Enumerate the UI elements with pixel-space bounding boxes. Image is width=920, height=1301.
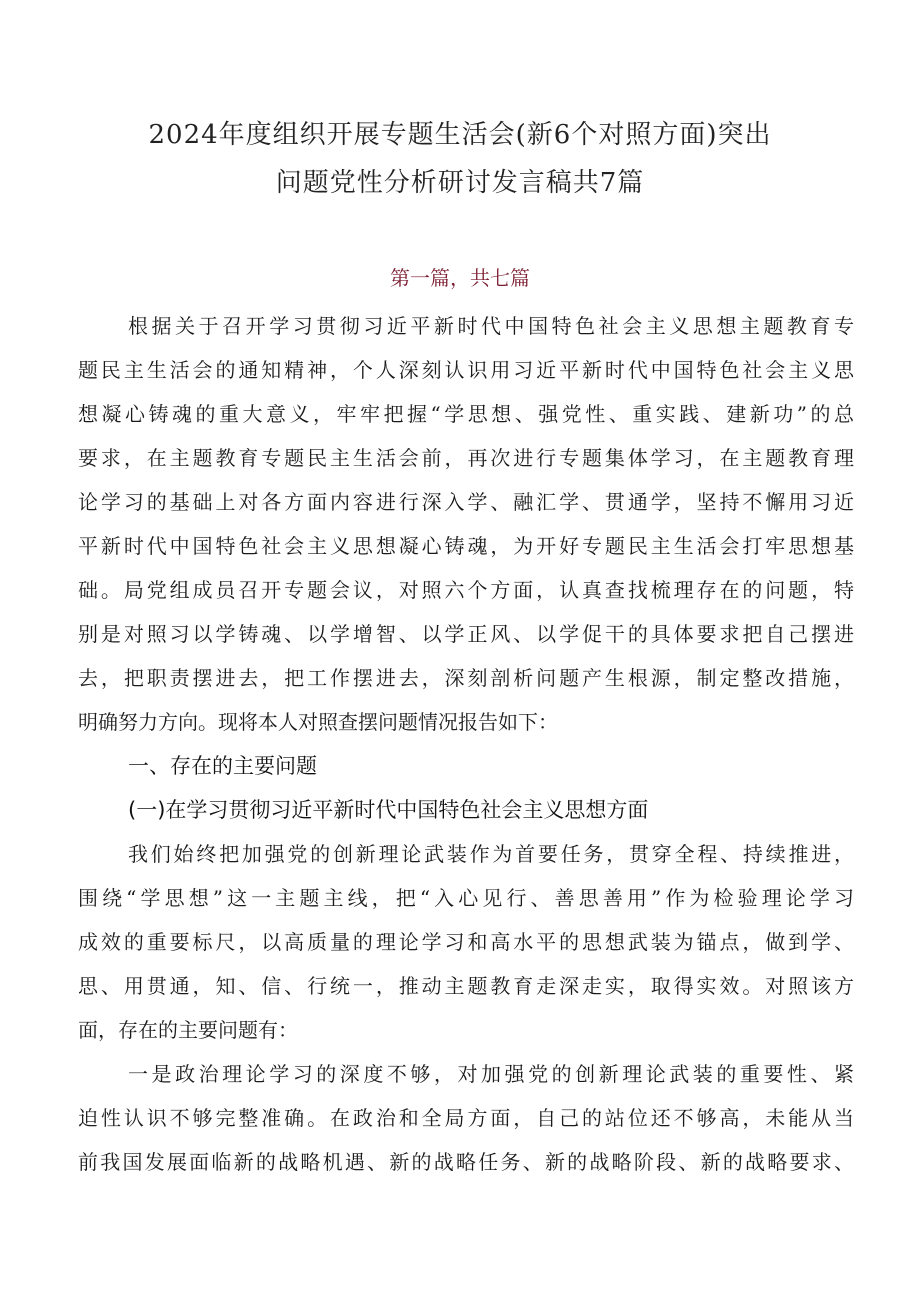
paragraph-1-line: 别是对照习以学铸魂、以学增智、以学正风、以学促干的具体要求把自己摆进: [78, 622, 854, 646]
paragraph-1-line: 础。局党组成员召开专题会议，对照六个方面，认真查找梳理存在的问题，特: [78, 578, 854, 602]
paragraph-3-line: 前我国发展面临新的战略机遇、新的战略任务、新的战略阶段、新的战略要求、: [78, 1150, 854, 1174]
paragraph-1-line: 想凝心铸魂的重大意义，牢牢把握“学思想、强党性、重实践、建新功”的总: [78, 402, 854, 426]
paragraph-2-line: 成效的重要标尺，以高质量的理论学习和高水平的思想武装为锚点，做到学、: [78, 930, 854, 954]
section-1-heading: 一、存在的主要问题: [128, 754, 317, 778]
paragraph-1-line: 要求，在主题教育专题民主生活会前，再次进行专题集体学习，在主题教育理: [78, 446, 854, 470]
paragraph-1-line: 明确努力方向。现将本人对照查摆问题情况报告如下：: [78, 710, 558, 734]
paragraph-2-line: 我们始终把加强党的创新理论武装作为首要任务，贯穿全程、持续推进，: [128, 842, 854, 866]
paragraph-1-line: 平新时代中国特色社会主义思想凝心铸魂，为开好专题民主生活会打牢思想基: [78, 534, 854, 558]
document-title-line-2: 问题党性分析研讨发言稿共7篇: [275, 168, 645, 198]
paragraph-2-line: 思、用贯通，知、信、行统一，推动主题教育走深走实，取得实效。对照该方: [78, 974, 854, 998]
paragraph-2-line: 围绕“学思想”这一主题主线，把“入心见行、善思善用”作为检验理论学习: [78, 886, 854, 910]
paragraph-1-line: 题民主生活会的通知精神，个人深刻认识用习近平新时代中国特色社会主义思: [78, 358, 854, 382]
subsection-1-heading: (一)在学习贯彻习近平新时代中国特色社会主义思想方面: [128, 798, 649, 822]
paragraph-1-line: 根据关于召开学习贯彻习近平新时代中国特色社会主义思想主题教育专: [128, 314, 854, 338]
paragraph-2-line: 面，存在的主要问题有：: [78, 1018, 298, 1042]
paragraph-1-line: 论学习的基础上对各方面内容进行深入学、融汇学、贯通学，坚持不懈用习近: [78, 490, 854, 514]
paragraph-1-line: 去，把职责摆进去，把工作摆进去，深刻剖析问题产生根源，制定整改措施，: [78, 666, 854, 690]
paragraph-3-line: 一是政治理论学习的深度不够，对加强党的创新理论武装的重要性、紧: [128, 1062, 854, 1086]
chapter-heading: 第一篇，共七篇: [390, 266, 530, 290]
paragraph-3-line: 迫性认识不够完整准确。在政治和全局方面，自己的站位还不够高，未能从当: [78, 1106, 854, 1130]
document-title-line-1: 2024年度组织开展专题生活会(新6个对照方面)突出: [148, 120, 772, 150]
